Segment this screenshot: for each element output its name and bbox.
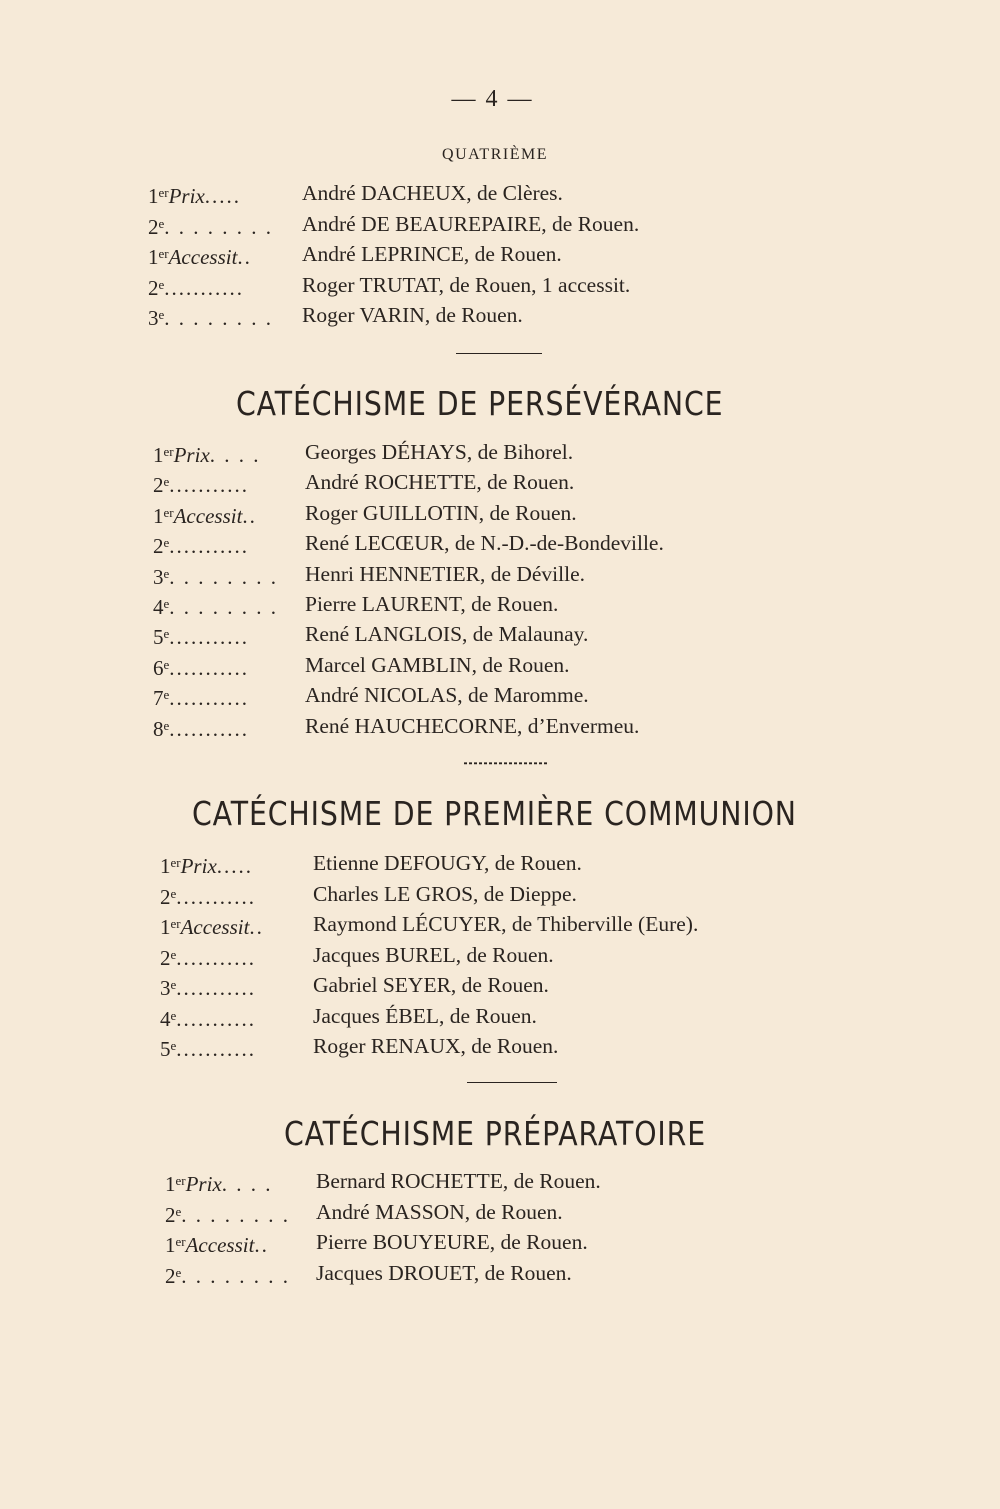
page-number: — 4 — — [451, 86, 534, 112]
dot-leader: . . . . . . . . — [169, 564, 279, 589]
rank — [160, 879, 256, 912]
rank-suffix: e — [175, 1203, 182, 1219]
dot-leader: ..... — [216, 854, 254, 878]
laureate-name: Roger TRUTAT, de Rouen, 1 accessit. — [302, 272, 631, 297]
list-item — [153, 619, 589, 650]
rank — [160, 940, 256, 973]
rank — [165, 1197, 290, 1230]
rank-number: 1 — [148, 184, 159, 208]
dot-leader: ........... — [164, 275, 245, 300]
award-label: Prix — [180, 854, 217, 878]
rank-number: 1 — [153, 503, 164, 528]
rank-suffix: er — [163, 504, 174, 520]
award-label: Accessit — [180, 915, 250, 939]
rank — [160, 970, 256, 1003]
rank — [160, 1031, 256, 1064]
premiere-communion-title: CATÉCHISME DE PREMIÈRE COMMUNION — [192, 794, 797, 833]
rank-number: 2 — [160, 884, 171, 909]
rank-number: 5 — [153, 625, 164, 650]
rank-suffix: er — [175, 1234, 186, 1249]
rank — [148, 209, 273, 242]
rank-number: 5 — [160, 1037, 171, 1061]
award-label: Prix — [168, 184, 205, 208]
list-item — [160, 879, 577, 909]
rank-suffix: e — [158, 215, 165, 231]
laureate-name: André ROCHETTE, de Rouen. — [305, 470, 575, 495]
dot-leader: .. — [249, 915, 264, 939]
dot-leader: . . . . — [221, 1172, 273, 1196]
rank-suffix: e — [163, 474, 170, 490]
dot-leader: ........... — [169, 686, 250, 711]
list-item — [148, 270, 631, 300]
rank-number: 2 — [153, 534, 164, 559]
rank-suffix: e — [163, 535, 170, 551]
rank-number: 3 — [153, 564, 164, 589]
dot-leader: ........... — [176, 1006, 257, 1031]
list-item — [153, 437, 574, 467]
rank — [153, 711, 249, 744]
rank-suffix: e — [163, 656, 170, 672]
laureate-name: Etienne DEFOUGY, de Rouen. — [313, 851, 582, 875]
rank-suffix: er — [170, 855, 181, 870]
rank-suffix: er — [158, 185, 169, 200]
rank — [153, 680, 249, 713]
rank-number: 2 — [165, 1263, 176, 1288]
award-label: Accessit — [173, 503, 243, 528]
laureate-name: Roger GUILLOTIN, de Rouen. — [305, 500, 577, 525]
rank-suffix: e — [158, 276, 165, 292]
list-item — [148, 209, 640, 239]
rank-number: 3 — [148, 306, 159, 330]
rank — [148, 178, 241, 211]
rank — [153, 650, 249, 683]
laureate-name: Jacques DROUET, de Rouen. — [316, 1260, 572, 1285]
dot-leader: .. — [254, 1233, 269, 1257]
list-item — [165, 1166, 601, 1196]
dot-leader: ........... — [176, 976, 257, 1000]
rank — [165, 1258, 290, 1291]
award-label: Prix — [173, 443, 210, 467]
rank-number: 6 — [153, 655, 164, 680]
award-label: Accessit — [185, 1233, 255, 1257]
perseverance-title: CATÉCHISME DE PERSÉVÉRANCE — [236, 384, 724, 423]
rank-number: 4 — [153, 595, 164, 619]
list-item — [148, 178, 563, 208]
rank-suffix: er — [175, 1173, 186, 1188]
dot-leader: ........... — [169, 473, 250, 498]
divider-rule — [467, 1082, 557, 1083]
list-item — [153, 650, 570, 680]
dot-leader: . . . . — [209, 443, 261, 467]
laureate-name: Pierre BOUYEURE, de Rouen. — [316, 1230, 588, 1254]
award-label: Prix — [185, 1172, 222, 1196]
rank — [153, 528, 249, 561]
rank — [165, 1227, 269, 1260]
rank-suffix: er — [170, 916, 181, 931]
laureate-name: André LEPRINCE, de Rouen. — [302, 242, 562, 266]
rank-number: 1 — [165, 1233, 176, 1257]
rank — [165, 1166, 273, 1199]
rank-number: 1 — [160, 854, 171, 878]
dot-leader: ..... — [204, 184, 242, 208]
dot-leader: ........... — [169, 625, 250, 650]
laureate-name: Marcel GAMBLIN, de Rouen. — [305, 652, 570, 677]
rank-suffix: e — [170, 946, 177, 962]
dot-leader: . . . . . . . . — [169, 595, 279, 619]
dot-leader: . . . . . . . . — [164, 214, 274, 239]
rank-suffix: e — [170, 1038, 177, 1053]
laureate-name: René LECŒUR, de N.-D.-de-Bondeville. — [305, 531, 664, 556]
list-item — [153, 711, 640, 741]
laureate-name: André DACHEUX, de Clères. — [302, 181, 563, 205]
laureate-name: Roger VARIN, de Rouen. — [302, 303, 523, 327]
dot-leader: ........... — [169, 655, 250, 680]
laureate-name: Charles LE GROS, de Dieppe. — [313, 881, 577, 906]
laureate-name: René LANGLOIS, de Malaunay. — [305, 622, 589, 647]
rank — [148, 270, 244, 303]
laureate-name: Roger RENAUX, de Rouen. — [313, 1034, 559, 1058]
laureate-name: Pierre LAURENT, de Rouen. — [305, 592, 559, 616]
dot-leader: ........... — [176, 884, 257, 909]
dot-leader: ........... — [176, 1037, 257, 1061]
list-item — [153, 498, 577, 528]
laureate-name: Georges DÉHAYS, de Bihorel. — [305, 440, 574, 464]
laureate-name: René HAUCHECORNE, d’Envermeu. — [305, 713, 640, 738]
laureate-name: Raymond LÉCUYER, de Thiberville (Eure). — [313, 912, 699, 936]
dot-leader: ........... — [169, 716, 250, 741]
dot-leader: ........... — [176, 945, 257, 970]
rank-number: 4 — [160, 1006, 171, 1031]
rank-suffix: e — [163, 565, 170, 581]
list-item — [148, 300, 523, 330]
award-label: Accessit — [168, 245, 238, 269]
dot-leader: . . . . . . . . — [164, 306, 274, 330]
laureate-name: André NICOLAS, de Maromme. — [305, 683, 589, 708]
laureate-name: Jacques BUREL, de Rouen. — [313, 942, 554, 967]
list-item — [160, 970, 549, 1000]
rank-suffix: e — [170, 977, 177, 992]
rank-suffix: e — [163, 596, 170, 611]
rank-suffix: er — [163, 444, 174, 459]
rank-number: 2 — [153, 473, 164, 498]
divider-wavy — [464, 760, 548, 766]
list-item — [160, 940, 554, 970]
list-item — [153, 467, 575, 498]
rank-number: 1 — [148, 245, 159, 269]
rank-suffix: e — [175, 1264, 182, 1280]
rank-suffix: e — [163, 717, 170, 733]
list-item — [153, 528, 664, 559]
rank — [153, 559, 278, 592]
rank — [153, 437, 261, 470]
list-item — [160, 1001, 537, 1031]
list-item — [153, 559, 586, 589]
rank — [148, 239, 252, 272]
laureate-name: Gabriel SEYER, de Rouen. — [313, 973, 549, 997]
rank — [153, 498, 257, 531]
rank-suffix: e — [158, 307, 165, 322]
laureate-name: André MASSON, de Rouen. — [316, 1199, 563, 1224]
list-item — [160, 909, 699, 939]
rank-number: 8 — [153, 716, 164, 741]
laureate-name: Jacques ÉBEL, de Rouen. — [313, 1003, 537, 1028]
rank-number: 2 — [148, 275, 159, 300]
list-item — [165, 1197, 563, 1227]
dot-leader: ........... — [169, 534, 250, 559]
rank-number: 2 — [148, 214, 159, 239]
list-item — [165, 1227, 588, 1257]
list-item — [165, 1258, 572, 1288]
rank-number: 2 — [160, 945, 171, 970]
list-item — [153, 589, 559, 619]
rank — [153, 589, 278, 622]
rank — [160, 848, 253, 881]
quatrieme-heading: QUATRIÈME — [442, 146, 548, 163]
list-item — [148, 239, 562, 269]
rank-number: 2 — [165, 1202, 176, 1227]
dot-leader: . . . . . . . . — [181, 1263, 291, 1288]
rank-number: 7 — [153, 686, 164, 711]
rank-number: 1 — [160, 915, 171, 939]
rank-number: 3 — [160, 976, 171, 1000]
rank-suffix: e — [170, 1007, 177, 1023]
list-item — [160, 848, 582, 878]
preparatoire-title: CATÉCHISME PRÉPARATOIRE — [284, 1114, 707, 1153]
rank — [153, 467, 249, 500]
rank — [153, 619, 249, 652]
laureate-name: Henri HENNETIER, de Déville. — [305, 561, 586, 586]
laureate-name: Bernard ROCHETTE, de Rouen. — [316, 1169, 601, 1193]
dot-leader: .. — [237, 245, 252, 269]
list-item — [160, 1031, 559, 1061]
rank — [160, 909, 264, 942]
rank — [148, 300, 273, 333]
rank-suffix: e — [170, 885, 177, 901]
rank-number: 1 — [153, 443, 164, 467]
laureate-name: André DE BEAUREPAIRE, de Rouen. — [302, 211, 640, 236]
rank-suffix: e — [163, 626, 170, 642]
divider-rule — [456, 353, 542, 354]
dot-leader: . . . . . . . . — [181, 1202, 291, 1227]
dot-leader: .. — [242, 503, 257, 528]
rank-suffix: e — [163, 687, 170, 703]
list-item — [153, 680, 589, 711]
rank-number: 1 — [165, 1172, 176, 1196]
rank-suffix: er — [158, 246, 169, 261]
rank — [160, 1001, 256, 1034]
